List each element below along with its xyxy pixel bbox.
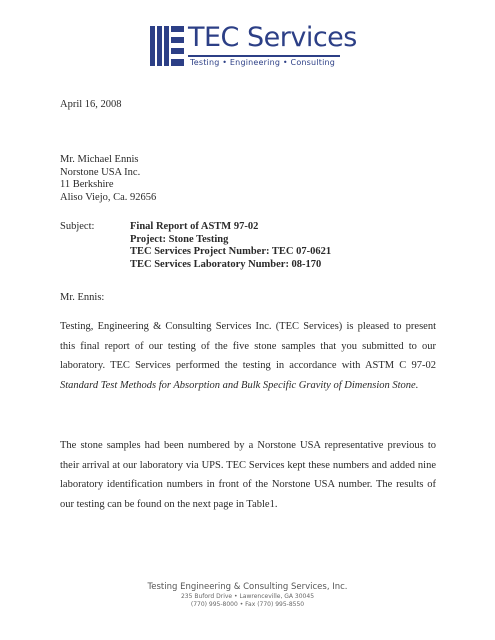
standard-title: Standard Test Methods for Absorption and Bulk Specific Gravity of Dimension Stone. bbox=[60, 379, 419, 391]
footer-phone: (770) 995-8000 • Fax (770) 995-8550 bbox=[190, 601, 305, 608]
company-logo bbox=[150, 22, 357, 70]
recipient-address bbox=[60, 154, 156, 204]
letter-footer bbox=[0, 582, 495, 609]
logo-company-name: TEC Services bbox=[188, 22, 357, 53]
salutation: Mr. Ennis: bbox=[60, 292, 105, 303]
recipient-name: Mr. Michael Ennis bbox=[60, 154, 139, 165]
body-paragraph-2: The stone samples had been numbered by a Norstone USA representative previous to their arrival at our laboratory via UPS. TEC Services kept these numbers and added nine laboratory identification numbers in front of the Norstone USA number. The results of our testing can be found on the next page in Table1. bbox=[60, 440, 436, 510]
logo-tagline: Testing • Engineering • Consulting bbox=[190, 58, 336, 67]
body-paragraph-1-text: Testing, Engineering & Consulting Services Inc. (TEC Services) is pleased to present this final report of our testing of the five stone samples that you submitted to our laboratory. TEC Services performed the testing in accordance with ASTM C 97-02 bbox=[60, 321, 436, 371]
recipient-street: 11 Berkshire bbox=[60, 179, 114, 190]
subject-lines bbox=[130, 221, 331, 271]
subject-line: TEC Services Laboratory Number: 08-170 bbox=[130, 258, 322, 270]
subject-line: Project: Stone Testing bbox=[130, 233, 229, 245]
subject-line: Final Report of ASTM 97-02 bbox=[130, 221, 259, 232]
recipient-city: Aliso Viejo, Ca. 92656 bbox=[60, 191, 157, 203]
subject-label: Subject: bbox=[60, 221, 95, 232]
logo-rule bbox=[188, 55, 340, 57]
letter-date: April 16, 2008 bbox=[60, 99, 122, 110]
logo-bars-icon bbox=[150, 26, 184, 66]
recipient-company: Norstone USA Inc. bbox=[60, 166, 141, 178]
footer-address: 235 Buford Drive • Lawrenceville, GA 30045 bbox=[180, 593, 315, 600]
body-paragraph-1 bbox=[60, 317, 436, 395]
footer-company-name: Testing Engineering & Consulting Services, Inc. bbox=[147, 582, 348, 592]
subject-line: TEC Services Project Number: TEC 07-0621 bbox=[130, 246, 332, 257]
